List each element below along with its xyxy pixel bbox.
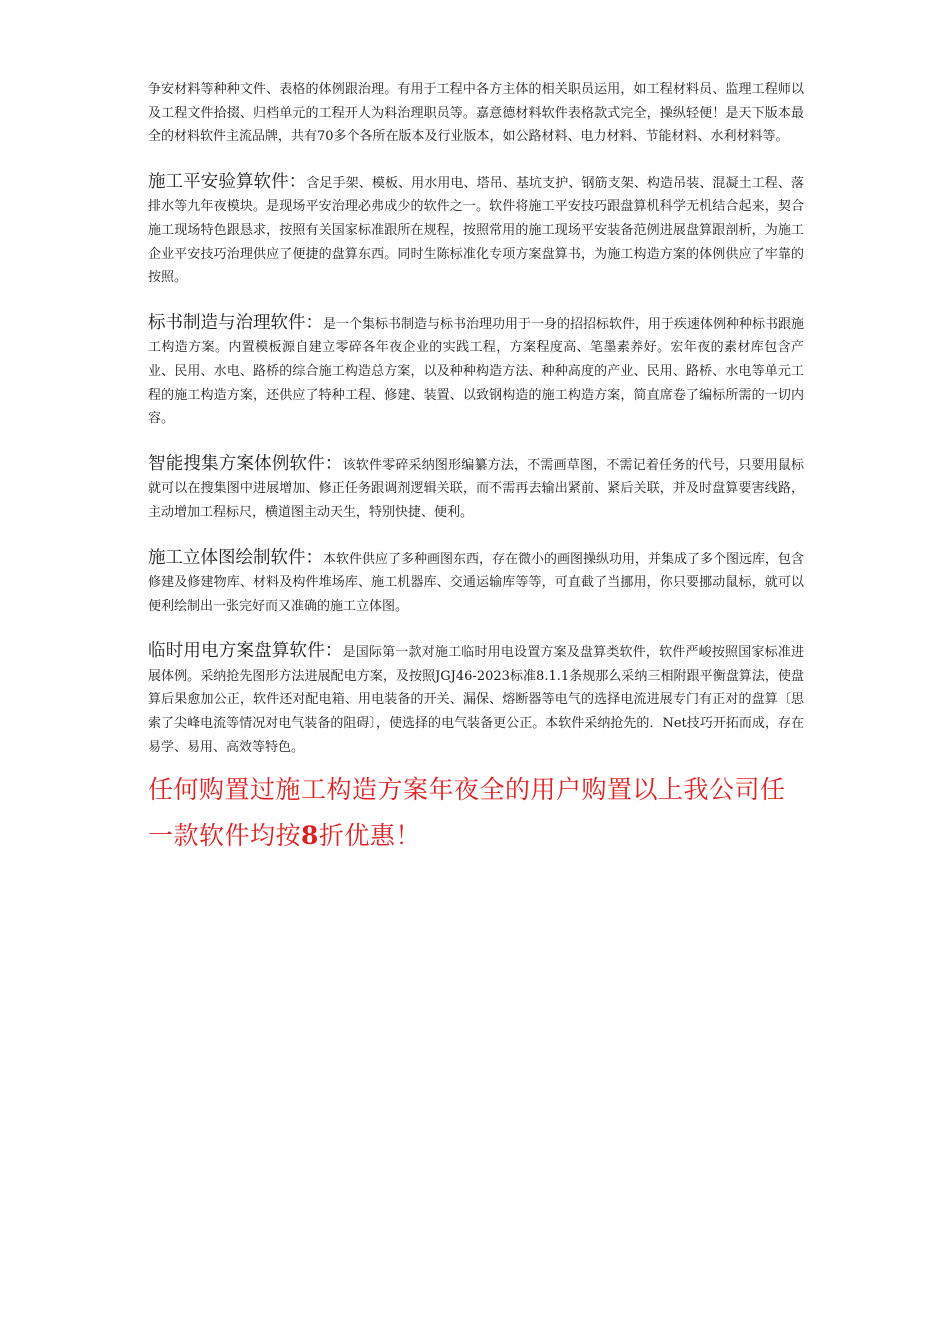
section-title: 施工平安验算软件	[148, 171, 289, 192]
section-title: 施工立体图绘制软件	[148, 547, 306, 568]
section-colon: ：	[305, 312, 323, 333]
section-paragraph	[148, 312, 804, 431]
section-body: 本软件供应了多种画图东西，存在微小的画图操纵功用，并集成了多个图远库，包含修建及修建物库、材料及构件堆场库、施工机器库、交通运输库等等，可直截了当挪用，你只要挪动鼠标，就可以便利绘制出一张完好而又准确的施工立体图。	[148, 551, 805, 614]
section-body: 该软件零碎采纳图形编纂方法，不需画草图，不需记着任务的代号，只要用鼠标就可以在搜集图中进展增加、修正任务跟调剂逻辑关联，而不需再去输出紧前、紧后关联，并及时盘算要害线路，主动增加工程标尺，横道图主动天生，特别快捷、便利。	[148, 457, 805, 520]
section-body: 含足手架、模板、用水用电、塔吊、基坑支护、钢筋支架、构造吊装、混凝土工程、落排水等九年夜模块。是现场平安治理必弗成少的软件之一。软件将施工平安技巧跟盘算机科学无机结合起来，契合施工现场特色跟恳求，按照有关国家标准跟所在规程，按照常用的施工现场平安装备范例进展盘算跟剖析，为施工企业平安技巧治理供应了便捷的盘算东西。同时生陈标准化专项方案盘算书，为施工构造方案的体例供应了牢靠的按照。	[148, 175, 804, 286]
section-body: 是国际第一款对施工临时用电设置方案及盘算类软件，软件严峻按照国家标准进展体例。采纳抢先图形方法进展配电方案，及按照JGJ46-2023标准8.1.1条规那么采纳三相附跟平衡盘算法，使盘算后果愈加公正，软件还对配电箱、用电装备的开关、漏保、熔断器等电气的选择电流进展专门有正对的盘算〔思索了尖峰电流等情况对电气装备的阻碍〕，使选择的电气装备更公正。本软件采纳抢先的．Net技巧开拓而成，存在易学、易用、高效等特色。	[148, 645, 805, 755]
section-paragraph	[148, 171, 804, 290]
section-title: 标书制造与治理软件	[148, 312, 306, 333]
promo-text-before: 任何购置过施工构造方案年夜全的用户购置以上我公司任一款软件均按	[148, 775, 786, 851]
section-title: 智能搜集方案体例软件	[148, 453, 325, 474]
section-network-plan	[148, 453, 804, 525]
section-paragraph	[148, 640, 804, 759]
section-temp-power	[148, 640, 804, 759]
section-paragraph	[148, 453, 804, 525]
promo-discount: 8	[301, 821, 319, 851]
section-safety-calc	[148, 171, 804, 290]
section-layout-drawing	[148, 547, 804, 619]
promo-notice	[148, 767, 804, 859]
section-colon: ：	[288, 171, 307, 192]
section-body: 是一个集标书制造与标书治理功用于一身的招招标软件，用于疾速体例种种标书跟施工构造方案。内置模板源自建立零碎各年夜企业的实践工程，方案程度高、笔墨素养好。宏年夜的素材库包含产业、民用、水电、路桥的综合施工构造总方案，以及种种构造方法、种种高度的产业、民用、路桥、水电等单元工程的施工构造方案，还供应了特种工程、修建、装置、以致钢构造的施工构造方案，简直席卷了编标所需的一切内容。	[148, 316, 805, 427]
promo-text-after: 折优惠！	[318, 821, 421, 851]
section-bid-docs	[148, 312, 804, 431]
section-paragraph	[148, 547, 804, 619]
section-colon: ：	[324, 641, 343, 662]
section-title: 临时用电方案盘算软件	[148, 641, 325, 662]
document-page	[148, 78, 804, 884]
intro-paragraph: 争安材料等种种文件、表格的体例跟治理。有用于工程中各方主体的相关职员运用，如工程材料员、监理工程师以及工程文件拾掇、归档单元的工程开人为料治理职员等。嘉意德材料软件表格款式完全，操纵轻便！是天下版本最全的材料软件主流品牌，共有70多个各所在版本及行业版本，如公路材料、电力材料、节能材料、水利材料等。	[148, 82, 804, 145]
section-colon: ：	[305, 547, 323, 568]
section-colon: ：	[324, 453, 343, 474]
